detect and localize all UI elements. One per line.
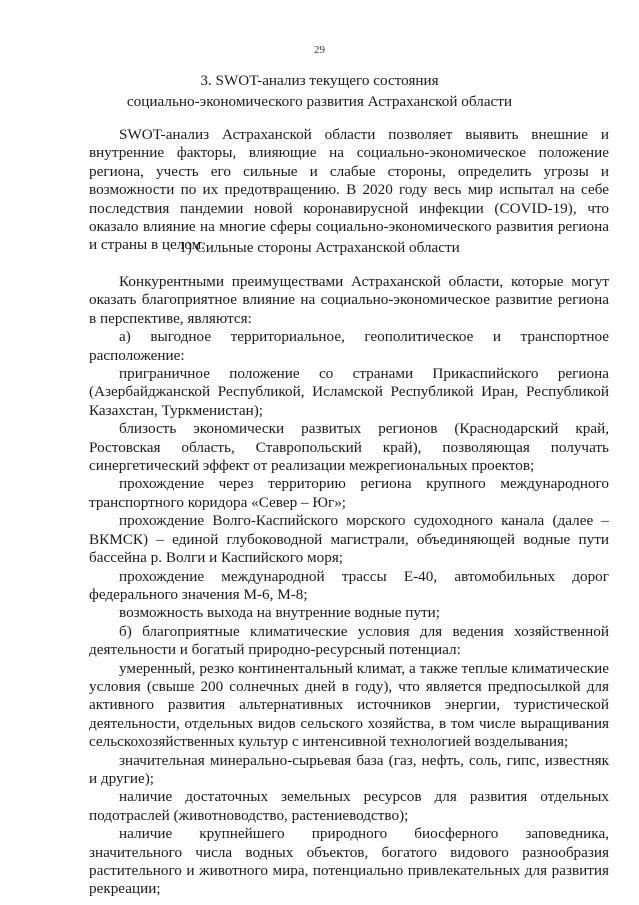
paragraph-north-south-corridor: прохождение через территорию региона крупного международного транспортного коридора «Север – Юг»; bbox=[89, 475, 609, 511]
paragraph-item-b: б) благоприятные климатические условия для ведения хозяйственной деятельности и богатый природно-ресурсный потенциал: bbox=[89, 622, 609, 659]
paragraph-land-resources: наличие достаточных земельных ресурсов для развития отдельных подотраслей (животноводство, растениеводство); bbox=[89, 788, 609, 824]
page-number: 29 bbox=[314, 44, 325, 56]
paragraph-item-a: а) выгодное территориальное, геополитическое и транспортное расположение: bbox=[89, 328, 609, 364]
paragraph-biosphere-reserve: наличие крупнейшего природного биосферного заповедника, значительного числа водных объектов, богатого видового разнообразия растительного и животного мира, потенциально привлекательных для развития рекреации; bbox=[89, 825, 609, 898]
section-title-line-1: 3. SWOT-анализ текущего состояния bbox=[200, 72, 439, 89]
subsection-heading: 1) Сильные стороны Астраханской области bbox=[179, 239, 460, 256]
paragraph-neighbor-regions: близость экономически развитых регионов (Краснодарский край, Ростовская область, Ставропольский край), позволяющая получать синергетический эффект от реализации межрегиональных проектов; bbox=[89, 420, 609, 475]
paragraph-mineral-base: значительная минерально-сырьевая база (газ, нефть, соль, гипс, известняк и другие); bbox=[89, 751, 609, 787]
section-title bbox=[60, 70, 579, 112]
intro-block bbox=[89, 126, 609, 255]
paragraph-border-position: приграничное положение со странами Прикаспийского региона (Азербайджанской Республикой, Исламской Республикой Иран, Республикой Казахстан, Туркменистан); bbox=[89, 365, 609, 419]
paragraph-lead: Конкурентными преимуществами Астраханской области, которые могут оказать благоприятное влияние на социально-экономическое развитие региона в перспективе, являются: bbox=[89, 273, 609, 327]
paragraph-inland-waterways: возможность выхода на внутренние водные пути; bbox=[119, 604, 440, 622]
paragraph-climate: умеренный, резко континентальный климат, а также теплые климатические условия (свыше 200 солнечных дней в году), что является предпосылкой для активного развития альтернативных источников энергии, туристической деятельности, отдельных видов сельского хозяйства, в том числе выращивания сельскохозяйственных культур с интенсивной технологией возделывания; bbox=[89, 659, 609, 751]
section-title-line-2: социально-экономического развития Астраханской области bbox=[126, 93, 513, 110]
strengths-body bbox=[89, 273, 609, 899]
paragraph-e40-highway: прохождение международной трассы Е-40, автомобильных дорог федерального значения М-6, М-8; bbox=[89, 567, 609, 603]
paragraph-volga-caspian-canal: прохождение Волго-Каспийского морского судоходного канала (далее – ВКМСК) – единой глубоководной магистрали, объединяющей водные пути бассейна р. Волги и Каспийского моря; bbox=[89, 512, 609, 567]
intro-paragraph: SWOT-анализ Астраханской области позволяет выявить внешние и внутренние факторы, влияющие на социально-экономическое положение региона, учесть его сильные и слабые стороны, определить угрозы и возможности по их предотвращению. В 2020 году весь мир испытал на себе последствия пандемии новой коронавирусной инфекции (COVID-19), что оказало влияние на многие сферы социально-экономического развития региона и страны в целом. bbox=[89, 126, 609, 254]
